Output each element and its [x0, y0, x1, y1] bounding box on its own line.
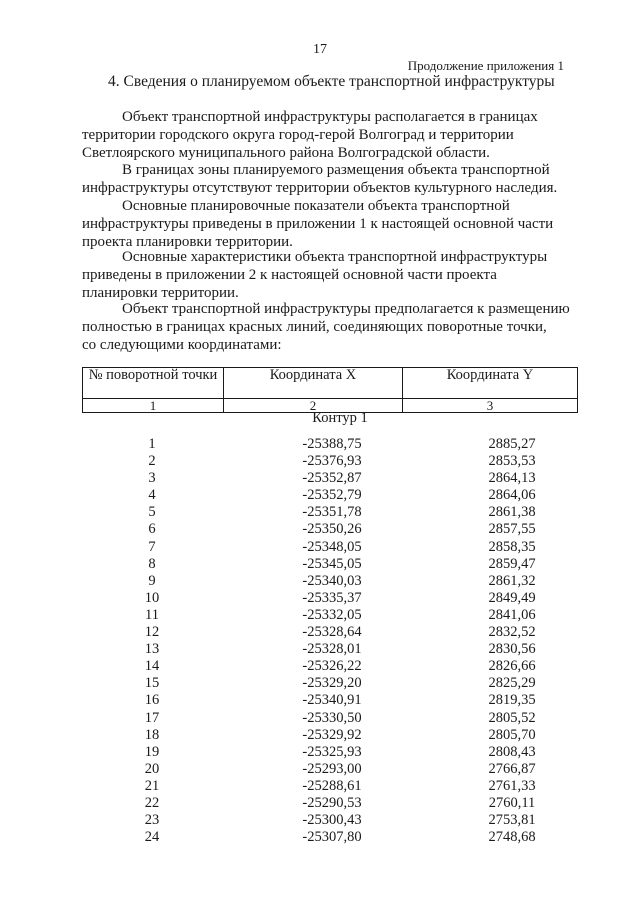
coordinate-x: -25335,37: [302, 589, 362, 606]
coordinate-rows: [82, 436, 578, 846]
section-title: 4. Сведения о планируемом объекте транспортной инфраструктуры: [108, 73, 555, 90]
coordinate-x: -25293,00: [302, 760, 362, 777]
table-row: [82, 590, 578, 607]
point-number: 12: [144, 624, 160, 641]
point-number: 10: [144, 589, 160, 606]
point-number: 19: [144, 743, 160, 760]
table-row: [82, 436, 578, 453]
coordinate-x: -25345,05: [302, 555, 362, 572]
table-row: [82, 710, 578, 727]
coordinate-y: 2861,38: [488, 504, 536, 521]
coordinate-x: -25329,20: [302, 675, 362, 692]
coordinate-x: -25340,03: [302, 572, 362, 589]
paragraph-line: Светлоярского муниципального района Волгоградской области.: [82, 145, 490, 161]
paragraph-line: В границах зоны планируемого размещения объекта транспортной: [122, 162, 550, 178]
table-row: [82, 556, 578, 573]
point-number: 4: [148, 487, 156, 504]
header-point-number: № поворотной точки: [83, 368, 224, 399]
coordinate-y: 2864,06: [488, 487, 536, 504]
coordinate-y: 2805,52: [488, 709, 536, 726]
paragraph-heritage: [82, 161, 572, 197]
appendix-note: Продолжение приложения 1: [407, 58, 564, 73]
coordinate-y: 2830,56: [488, 641, 536, 658]
point-number: 18: [144, 726, 160, 743]
coordinate-y: 2885,27: [488, 436, 536, 452]
header-coordinate-x: Координата X: [224, 368, 403, 399]
point-number: 22: [144, 794, 160, 811]
table-row: [82, 692, 578, 709]
coordinate-y: 2826,66: [488, 658, 536, 675]
column-number: 1: [83, 399, 224, 413]
coordinate-x: -25340,91: [302, 692, 362, 709]
coordinates-table-header: [82, 367, 578, 413]
coordinate-x: -25325,93: [302, 743, 362, 760]
point-number: 23: [144, 812, 160, 829]
table-row: [82, 727, 578, 744]
paragraph-indicators: [82, 197, 572, 251]
coordinate-x: -25332,05: [302, 606, 362, 623]
table-row: [82, 521, 578, 538]
point-number: 17: [144, 709, 160, 726]
coordinate-x: -25348,05: [302, 538, 362, 555]
table-row: [82, 829, 578, 846]
point-number: 8: [148, 555, 156, 572]
paragraph-line: территории городского округа город-герой Волгоград и территории: [82, 127, 514, 143]
coordinate-x: -25300,43: [302, 812, 362, 829]
paragraph-line: Основные планировочные показатели объекта транспортной: [122, 198, 510, 214]
coordinate-y: 2832,52: [488, 624, 536, 641]
coordinate-x: -25376,93: [302, 453, 362, 470]
coordinate-y: 2819,35: [488, 692, 536, 709]
paragraph-line: Основные характеристики объекта транспортной инфраструктуры: [122, 249, 548, 265]
paragraph-location: [82, 108, 572, 162]
paragraph-line: со следующими координатами:: [82, 337, 282, 353]
point-number: 20: [144, 760, 160, 777]
paragraph-line: приведены в приложении 2 к настоящей основной части проекта: [82, 267, 497, 283]
table-row: [82, 795, 578, 812]
coordinate-y: 2841,06: [488, 606, 536, 623]
coordinate-x: -25328,64: [302, 624, 362, 641]
coordinate-y: 2761,33: [488, 777, 536, 794]
table-row: [82, 744, 578, 761]
point-number: 6: [148, 521, 156, 538]
coordinate-x: -25290,53: [302, 794, 362, 811]
column-number: 2: [224, 399, 403, 413]
coordinate-y: 2825,29: [488, 675, 536, 692]
coordinate-x: -25388,75: [302, 436, 362, 452]
point-number: 5: [148, 504, 156, 521]
table-row: [82, 453, 578, 470]
table-row: [82, 761, 578, 778]
paragraph-line: проекта планировки территории.: [82, 234, 293, 250]
coordinate-y: 2857,55: [488, 521, 536, 538]
table-row: [82, 641, 578, 658]
point-number: 9: [148, 572, 156, 589]
coordinate-y: 2748,68: [488, 829, 536, 846]
paragraph-characteristics: [82, 248, 572, 302]
point-number: 24: [144, 829, 160, 846]
point-number: 1: [148, 436, 156, 452]
table-row: [82, 624, 578, 641]
point-number: 15: [144, 675, 160, 692]
coordinate-x: -25307,80: [302, 829, 362, 846]
paragraph-line: полностью в границах красных линий, соединяющих поворотные точки,: [82, 319, 547, 335]
table-row: [82, 573, 578, 590]
column-number: 3: [403, 399, 578, 413]
coordinate-y: 2753,81: [488, 812, 536, 829]
coordinate-y: 2859,47: [488, 555, 536, 572]
table-row: [82, 675, 578, 692]
paragraph-line: инфраструктуры отсутствуют территории объектов культурного наследия.: [82, 180, 558, 196]
paragraph-line: Объект транспортной инфраструктуры располагается в границах: [122, 109, 538, 125]
table-row: [82, 778, 578, 795]
coordinate-x: -25328,01: [302, 641, 362, 658]
table-row: [82, 539, 578, 556]
table-row: [82, 812, 578, 829]
coordinate-x: -25350,26: [302, 521, 362, 538]
point-number: 13: [144, 641, 160, 658]
table-row: [82, 470, 578, 487]
coordinate-x: -25352,87: [302, 470, 362, 487]
point-number: 7: [148, 538, 156, 555]
coordinate-y: 2760,11: [488, 794, 536, 811]
point-number: 2: [148, 453, 156, 470]
point-number: 16: [144, 692, 160, 709]
coordinate-x: -25351,78: [302, 504, 362, 521]
table-row: [82, 504, 578, 521]
coordinate-x: -25330,50: [302, 709, 362, 726]
coordinate-y: 2849,49: [488, 589, 536, 606]
paragraph-line: планировки территории.: [82, 285, 239, 301]
coordinate-y: 2861,32: [488, 572, 536, 589]
coordinate-y: 2808,43: [488, 743, 536, 760]
coordinate-y: 2858,35: [488, 538, 536, 555]
point-number: 14: [144, 658, 160, 675]
point-number: 3: [148, 470, 156, 487]
table-row: [82, 658, 578, 675]
coordinate-x: -25326,22: [302, 658, 362, 675]
point-number: 21: [144, 777, 160, 794]
page-number: 17: [313, 42, 327, 57]
paragraph-red-lines: [82, 300, 572, 354]
contour-label: Контур 1: [312, 410, 368, 426]
paragraph-line: инфраструктуры приведены в приложении 1 к настоящей основной части: [82, 216, 554, 232]
coordinate-y: 2766,87: [488, 760, 536, 777]
coordinate-y: 2853,53: [488, 453, 536, 470]
point-number: 11: [145, 606, 159, 623]
coordinate-x: -25329,92: [302, 726, 362, 743]
paragraph-line: Объект транспортной инфраструктуры предполагается к размещению: [122, 301, 570, 317]
header-coordinate-y: Координата Y: [403, 368, 578, 399]
coordinate-y: 2805,70: [488, 726, 536, 743]
coordinate-x: -25352,79: [302, 487, 362, 504]
table-row: [82, 487, 578, 504]
table-row: [82, 607, 578, 624]
coordinate-y: 2864,13: [488, 470, 536, 487]
coordinate-x: -25288,61: [302, 777, 362, 794]
